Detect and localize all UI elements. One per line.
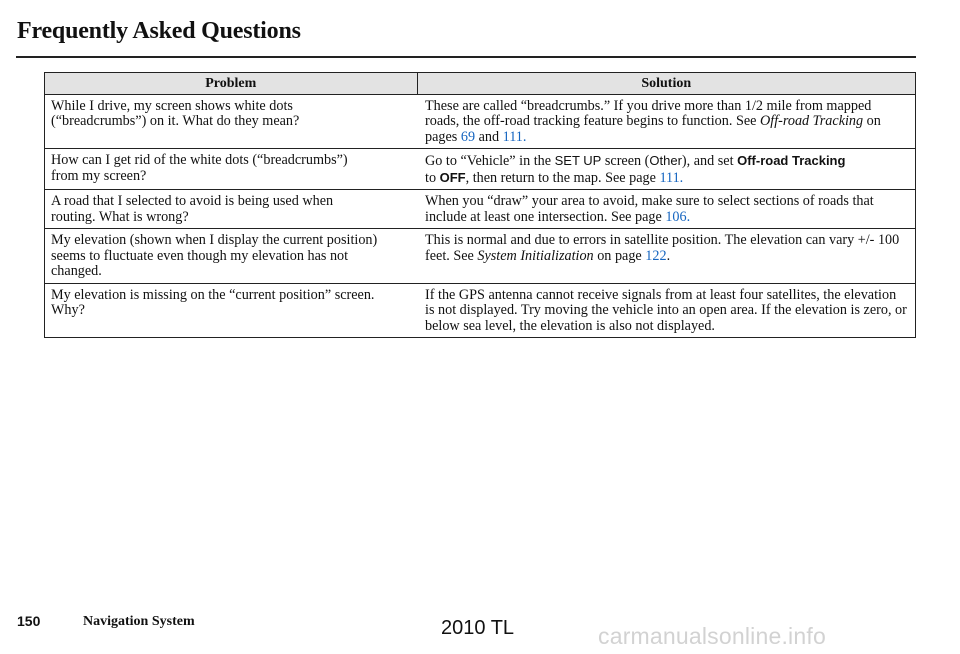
table-row (45, 149, 916, 190)
ui-label-off: OFF (439, 169, 466, 185)
column-header-solution: Solution (417, 73, 916, 95)
table-row (45, 229, 916, 284)
model-watermark: 2010 TL (441, 617, 515, 639)
page-title: Frequently Asked Questions (17, 18, 301, 44)
solution-cell (417, 94, 916, 149)
reference-title: Off-road Tracking (760, 113, 864, 129)
solution-text: screen ( (601, 153, 650, 169)
ui-label-setup: SET UP (554, 153, 602, 168)
solution-text: . (666, 247, 671, 264)
footer-section-title: Navigation System (83, 614, 195, 629)
solution-cell (417, 283, 916, 338)
solution-cell (417, 149, 916, 190)
page-link-106[interactable]: 106. (665, 208, 691, 225)
problem-text: My elevation (shown when I display the current position) seems to fluctuate even though my elevation has not changed. (51, 232, 378, 279)
column-header-problem: Problem (45, 73, 418, 95)
solution-cell (417, 229, 916, 284)
solution-text: These are called “breadcrumbs.” If you drive more than 1/2 mile from mapped roads, the off-road tracking feature begins to function. See (425, 97, 872, 129)
solution-text: on page (593, 247, 646, 264)
solution-text: ), and set (681, 153, 738, 169)
solution-text: Go to “Vehicle” in the (425, 153, 555, 169)
problem-cell (45, 149, 418, 190)
table-row (45, 94, 916, 149)
page-number: 150 (17, 613, 41, 629)
problem-cell (45, 229, 418, 284)
site-watermark: carmanualsonline.info (598, 623, 826, 649)
table-header-row (45, 73, 916, 95)
page-link-111[interactable]: 111. (659, 169, 684, 186)
solution-text: When you “draw” your area to avoid, make sure to select sections of roads that include at least one intersection. See page (425, 193, 874, 225)
problem-text: While I drive, my screen shows white dots (“breadcrumbs”) on it. What do they mean? (51, 97, 300, 129)
solution-text: on pages (425, 113, 881, 145)
ui-label-other: Other (649, 153, 682, 168)
page-link-111[interactable]: 111. (502, 128, 527, 145)
solution-text: This is normal and due to errors in satellite position. The elevation can vary +/- 100 feet. See (425, 232, 900, 264)
faq-table (44, 72, 916, 338)
problem-cell (45, 283, 418, 338)
reference-title: System Initialization (477, 247, 594, 264)
problem-text: How can I get rid of the white dots (“breadcrumbs”) from my screen? (51, 152, 348, 184)
title-divider (16, 56, 916, 58)
solution-text: and (475, 128, 503, 145)
solution-text: If the GPS antenna cannot receive signals from at least four satellites, the elevation is not displayed. Try moving the vehicle into an open area. If the elevation is zero, or below sea level, the elevation is also not displayed. (425, 286, 907, 334)
solution-text: , then return to the map. See page (465, 169, 660, 186)
table-row (45, 283, 916, 338)
problem-text: A road that I selected to avoid is being used when routing. What is wrong? (51, 193, 334, 225)
problem-text: My elevation is missing on the “current position” screen. Why? (51, 286, 375, 318)
solution-cell (417, 190, 916, 229)
page-link-122[interactable]: 122 (645, 247, 667, 264)
page-link-69[interactable]: 69 (460, 128, 476, 145)
problem-cell (45, 190, 418, 229)
ui-label-offroad-tracking: Off-road Tracking (737, 153, 846, 168)
problem-cell (45, 94, 418, 149)
table-row (45, 190, 916, 229)
solution-text: to (425, 169, 440, 186)
